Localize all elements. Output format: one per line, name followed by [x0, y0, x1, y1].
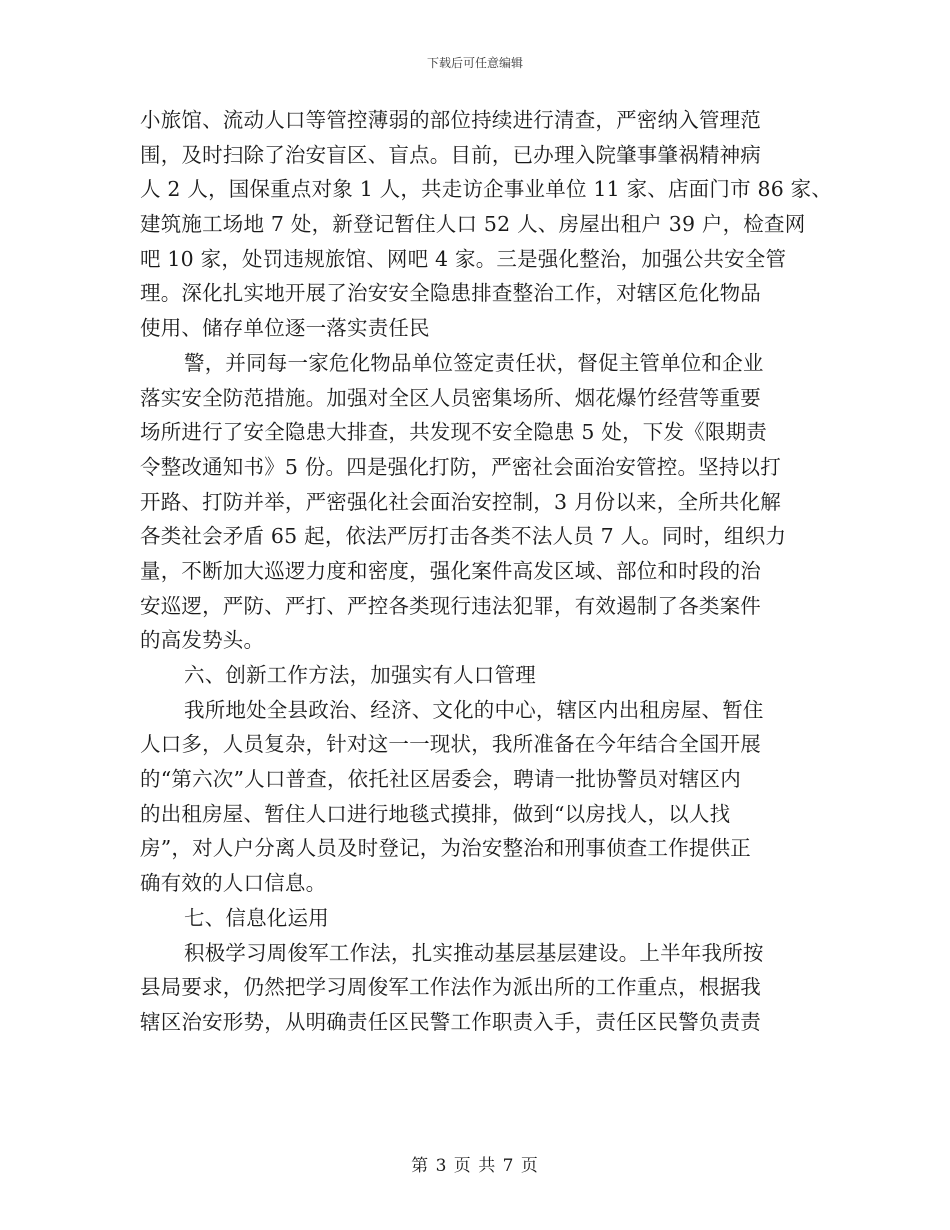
text-line: 人 2 人，国保重点对象 1 人，共走访企事业单位 11 家、店面门市 86 家、 [140, 177, 833, 202]
text-line: 的“第六次”人口普查，依托社区居委会，聘请一批协警员对辖区内 [140, 767, 741, 792]
text-line: 房”，对人户分离人员及时登记，为治安整治和刑事侦查工作提供正 [140, 836, 751, 861]
text-line: 的高发势头。 [140, 628, 265, 653]
text-line: 小旅馆、流动人口等管控薄弱的部位持续进行清查，严密纳入管理范 [140, 108, 761, 132]
text-line: 的出租房屋、暂住人口进行地毯式摸排，做到“以房找人，以人找 [140, 801, 731, 826]
text-line: 七、信息化运用 [184, 905, 329, 930]
text-line: 量，不断加大巡逻力度和密度，强化案件高发区域、部位和时段的治 [140, 558, 761, 583]
text-line: 令整改通知书》5 份。四是强化打防，严密社会面治安管控。坚持以打 [140, 454, 781, 479]
text-line: 积极学习周俊军工作法，扎实推动基层基层建设。上半年我所按 [184, 940, 764, 965]
text-line: 县局要求，仍然把学习周俊军工作法作为派出所的工作重点，根据我 [140, 975, 761, 1000]
text-line: 各类社会矛盾 65 起，依法严厉打击各类不法人员 7 人。同时，组织力 [140, 524, 787, 549]
page-number-footer: 第 3 页 共 7 页 [411, 1156, 539, 1176]
text-line: 开路、打防并举，严密强化社会面治安控制，3 月份以来，全所共化解 [140, 489, 781, 514]
text-line: 我所地处全县政治、经济、文化的中心，辖区内出租房屋、暂住 [184, 697, 764, 722]
text-line: 六、创新工作方法，加强实有人口管理 [184, 663, 536, 687]
text-line: 使用、储存单位逐一落实责任民 [140, 316, 430, 341]
text-line: 落实安全防范措施。加强对全区人员密集场所、烟花爆竹经营等重要 [140, 385, 761, 410]
text-line: 理。深化扎实地开展了治安安全隐患排查整治工作，对辖区危化物品 [140, 281, 761, 306]
text-line: 确有效的人口信息。 [140, 871, 327, 896]
text-line: 吧 10 家，处罚违规旅馆、网吧 4 家。三是强化整治，加强公共安全管 [140, 246, 787, 271]
text-line: 建筑施工场地 7 处，新登记暂住人口 52 人、房屋出租户 39 户，检查网 [140, 212, 806, 237]
page-header-note: 下载后可任意编辑 [426, 56, 523, 70]
text-line: 警，并同每一家危化物品单位签定责任状，督促主管单位和企业 [184, 350, 764, 375]
text-line: 人口多，人员复杂，针对这一一现状，我所准备在今年结合全国开展 [140, 732, 761, 757]
text-line: 围，及时扫除了治安盲区、盲点。目前，已办理入院肇事肇祸精神病 [140, 142, 761, 167]
text-line: 场所进行了安全隐患大排查，共发现不安全隐患 5 处，下发《限期责 [140, 420, 767, 445]
text-line: 安巡逻，严防、严打、严控各类现行违法犯罪，有效遏制了各类案件 [140, 593, 761, 618]
text-line: 辖区治安形势，从明确责任区民警工作职责入手，责任区民警负责责 [140, 1009, 761, 1034]
document-body [140, 103, 833, 1040]
